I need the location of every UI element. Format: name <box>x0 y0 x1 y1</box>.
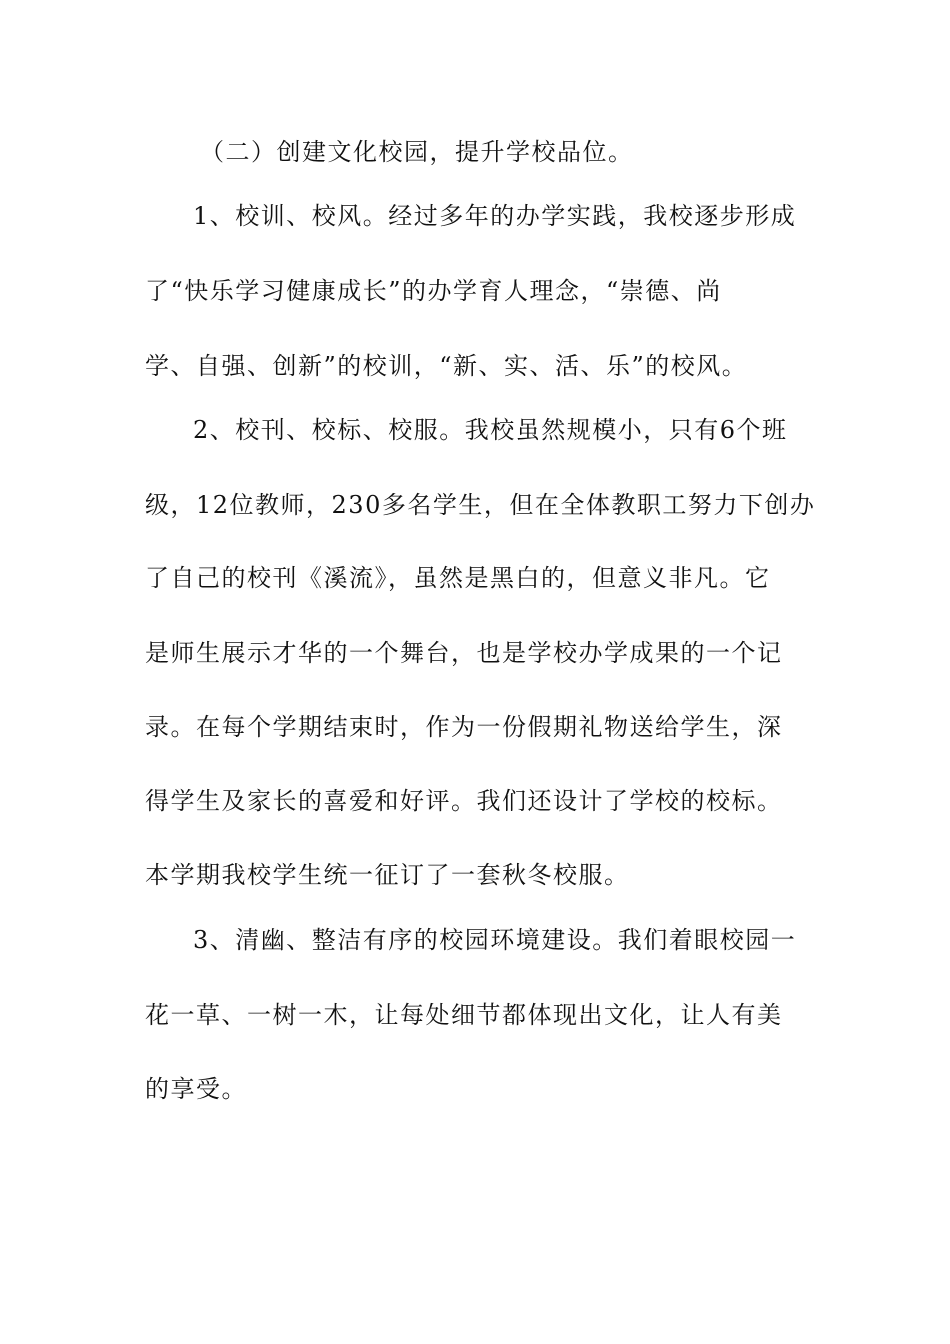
paragraph-1-line-1: 1、校训、校风。经过多年的办学实践，我校逐步形成 <box>193 202 797 230</box>
section-heading: （二）创建文化校园，提升学校品位。 <box>200 138 634 166</box>
paragraph-2-line-6: 得学生及家长的喜爱和好评。我们还设计了学校的校标。 <box>145 787 783 815</box>
paragraph-3-line-3: 的享受。 <box>145 1075 247 1103</box>
paragraph-2-line-2: 级，12位教师，230多名学生，但在全体教职工努力下创办 <box>145 491 816 519</box>
paragraph-2-line-4: 是师生展示才华的一个舞台，也是学校办学成果的一个记 <box>145 639 783 667</box>
paragraph-3-line-2: 花一草、一树一木，让每处细节都体现出文化，让人有美 <box>145 1001 783 1029</box>
paragraph-2-line-1: 2、校刊、校标、校服。我校虽然规模小，只有6个班 <box>193 416 788 444</box>
paragraph-2-line-3: 了自己的校刊《溪流》，虽然是黑白的，但意义非凡。它 <box>145 564 771 592</box>
paragraph-2-line-7: 本学期我校学生统一征订了一套秋冬校服。 <box>145 861 630 889</box>
paragraph-1-line-2: 了“快乐学习健康成长”的办学育人理念，“崇德、尚 <box>145 277 722 305</box>
paragraph-1-line-3: 学、自强、创新”的校训，“新、实、活、乐”的校风。 <box>145 352 748 380</box>
paragraph-2-line-5: 录。在每个学期结束时，作为一份假期礼物送给学生，深 <box>145 713 783 741</box>
paragraph-3-line-1: 3、清幽、整洁有序的校园环境建设。我们着眼校园一 <box>193 926 797 954</box>
